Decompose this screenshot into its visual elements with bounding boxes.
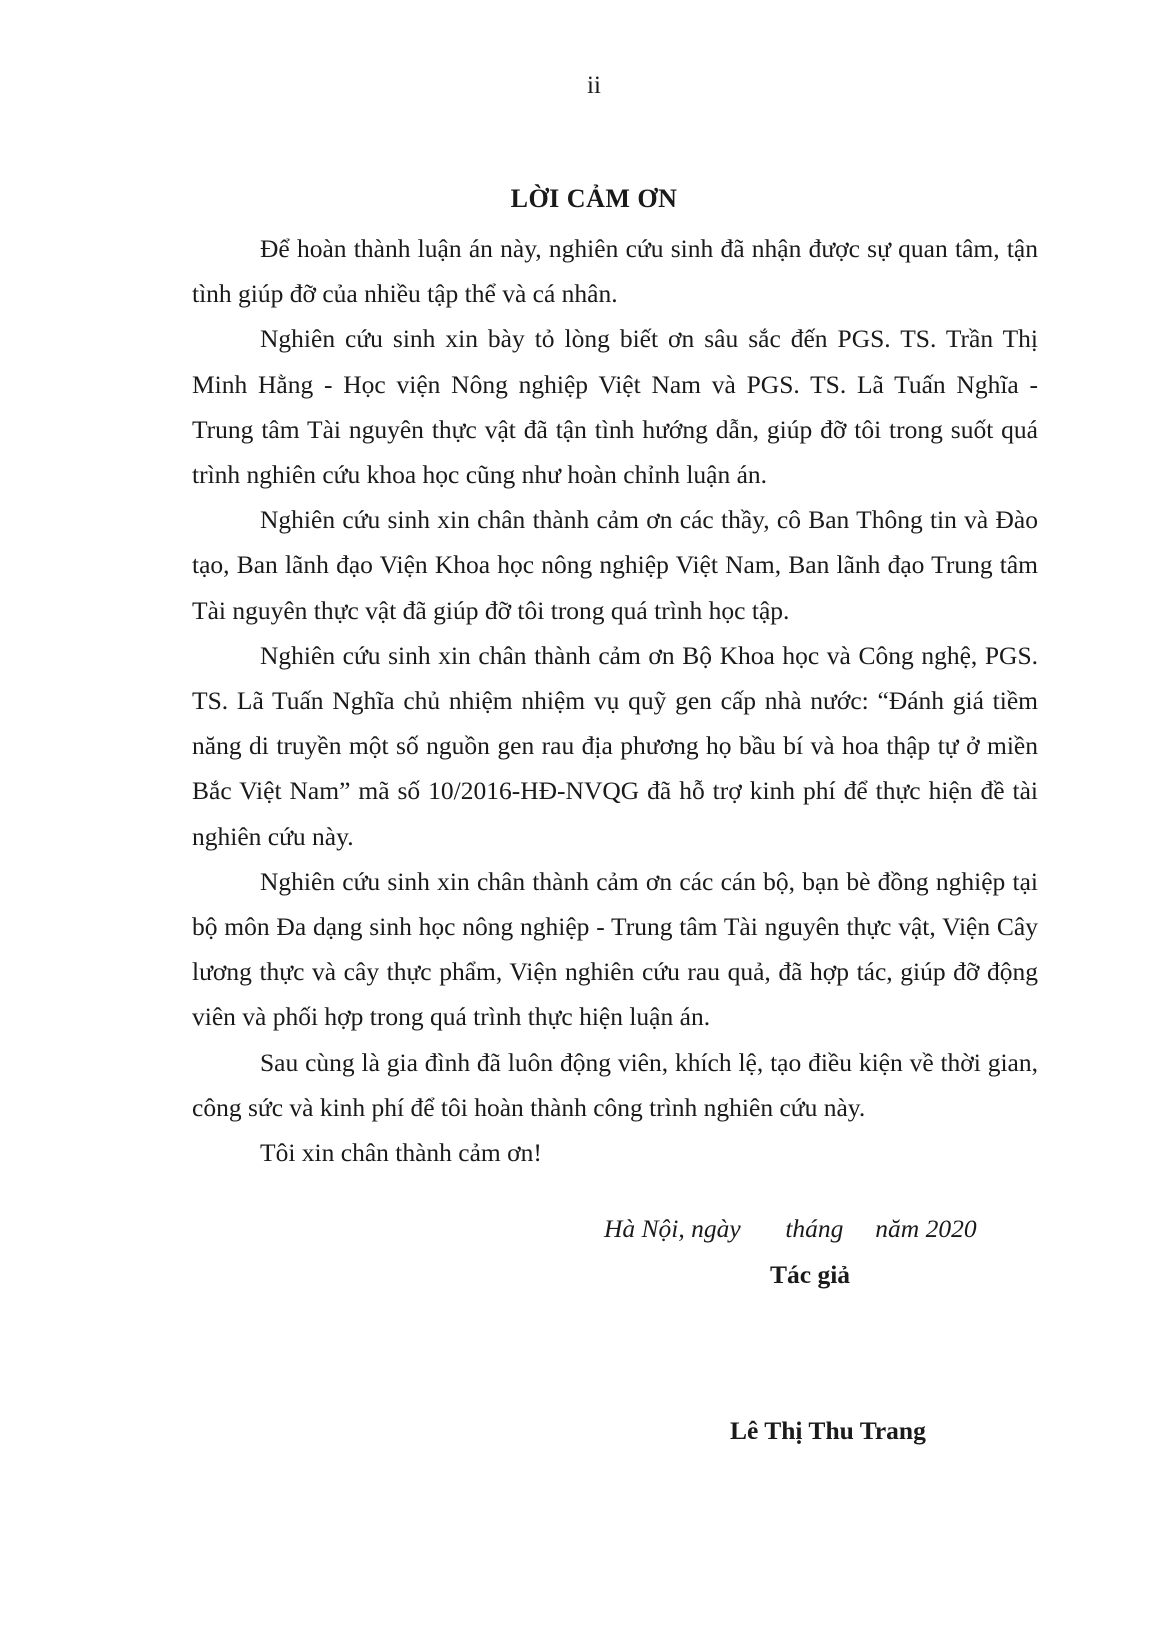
paragraph-funding: Nghiên cứu sinh xin chân thành cảm ơn Bộ Khoa học và Công nghệ, PGS. TS. Lã Tuấn Nghĩa chủ nhiệm nhiệm vụ quỹ gen cấp nhà nước: “Đánh giá tiềm năng di truyền một số nguồn gen rau địa phương họ bầu bí và hoa thập tự ở miền Bắc Việt Nam” mã số 10/2016-HĐ-NVQG đã hỗ trợ kinh phí để thực hiện đề tài nghiên cứu này. (192, 640, 1038, 851)
paragraph-institutions: Nghiên cứu sinh xin chân thành cảm ơn các thầy, cô Ban Thông tin và Đào tạo, Ban lãnh đạo Viện Khoa học nông nghiệp Việt Nam, Ban lãnh đạo Trung tâm Tài nguyên thực vật đã giúp đỡ tôi trong quá trình học tập. (192, 505, 1038, 625)
page-number: ii (587, 72, 601, 99)
paragraph-closing: Tôi xin chân thành cảm ơn! (260, 1138, 542, 1168)
author-name: Lê Thị Thu Trang (730, 1416, 926, 1445)
paragraph-colleagues: Nghiên cứu sinh xin chân thành cảm ơn các cán bộ, bạn bè đồng nghiệp tại bộ môn Đa dạng sinh học nông nghiệp - Trung tâm Tài nguyên thực vật, Viện Cây lương thực và cây thực phẩm, Viện nghiên cứu rau quả, đã hợp tác, giúp đỡ động viên và phối hợp trong quá trình thực hiện luận án. (192, 866, 1038, 1032)
page-title: LỜI CẢM ƠN (510, 184, 678, 213)
paragraph-intro: Để hoàn thành luận án này, nghiên cứu sinh đã nhận được sự quan tâm, tận tình giúp đỡ của nhiều tập thể và cá nhân. (192, 234, 1038, 309)
author-label: Tác giả (770, 1260, 851, 1289)
paragraph-supervisors: Nghiên cứu sinh xin bày tỏ lòng biết ơn sâu sắc đến PGS. TS. Trần Thị Minh Hằng - Học viện Nông nghiệp Việt Nam và PGS. TS. Lã Tuấn Nghĩa - Trung tâm Tài nguyên thực vật đã tận tình hướng dẫn, giúp đỡ tôi trong suốt quá trình nghiên cứu khoa học cũng như hoàn chỉnh luận án. (192, 324, 1038, 490)
signature-date-line: Hà Nội, ngày tháng năm 2020 (604, 1214, 977, 1243)
acknowledgement-body (192, 226, 1038, 1175)
paragraph-family: Sau cùng là gia đình đã luôn động viên, khích lệ, tạo điều kiện về thời gian, công sức và kinh phí để tôi hoàn thành công trình nghiên cứu này. (192, 1047, 1038, 1122)
